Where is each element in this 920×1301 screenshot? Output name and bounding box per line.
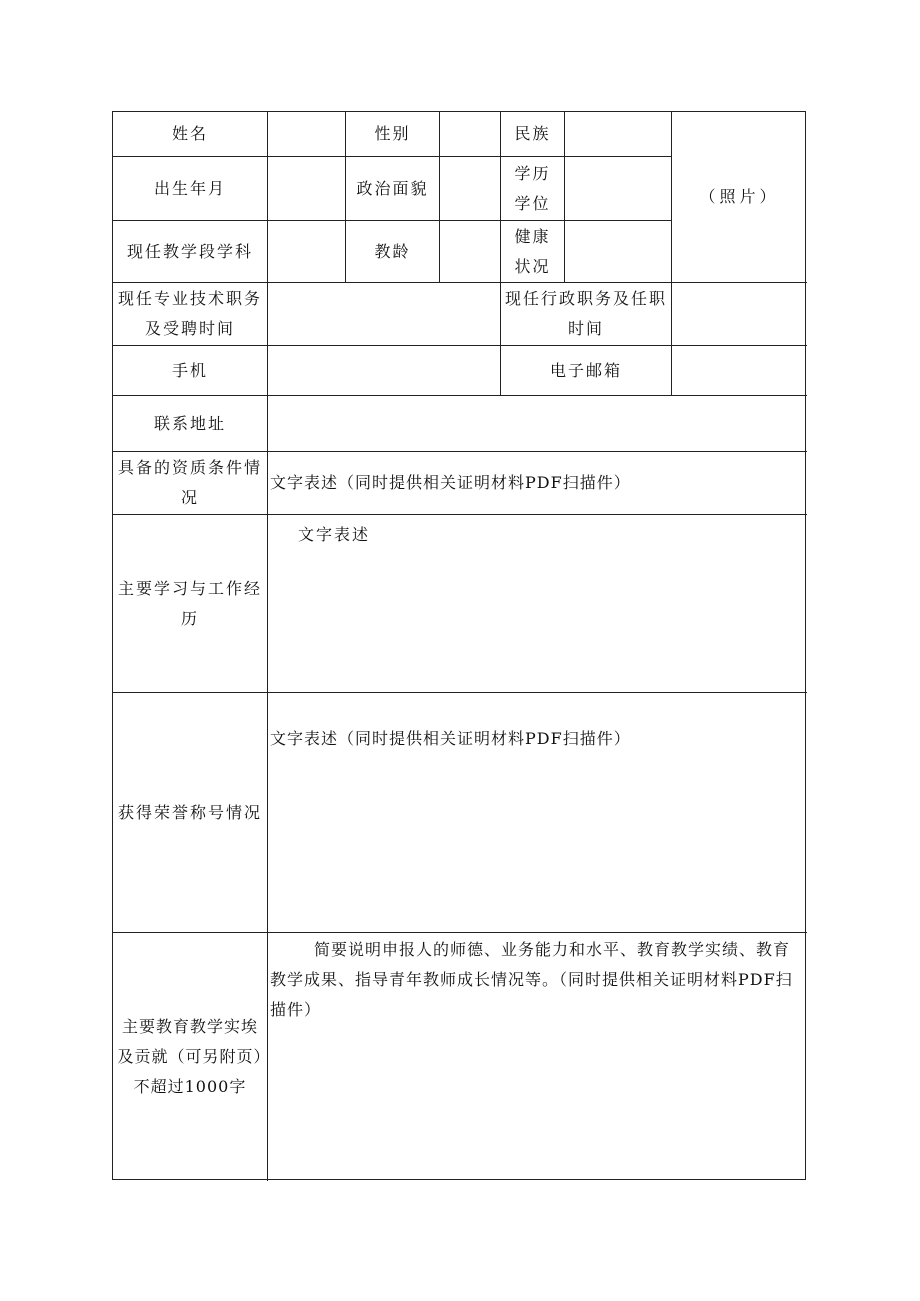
achievements-label: 主要教育教学实埃及贡就（可另附页）不超过1000字 xyxy=(113,932,267,1181)
experience-label: 主要学习与工作经历 xyxy=(113,514,267,692)
subject-field[interactable] xyxy=(267,220,345,282)
tech-title-label: 现任专业技术职务及受聘时间 xyxy=(113,282,267,345)
education-label: 学历学位 xyxy=(500,156,564,220)
experience-field[interactable]: 文字表述 xyxy=(267,514,807,692)
tech-title-field[interactable] xyxy=(267,282,500,345)
teaching-years-field[interactable] xyxy=(439,220,500,282)
qualification-field[interactable]: 文字表述（同时提供相关证明材料PDF扫描件） xyxy=(267,451,807,514)
health-field[interactable] xyxy=(564,220,671,282)
mobile-label: 手机 xyxy=(113,345,267,395)
name-field[interactable] xyxy=(267,112,345,156)
gender-field[interactable] xyxy=(439,112,500,156)
address-field[interactable] xyxy=(267,395,807,451)
name-label: 姓名 xyxy=(171,124,208,143)
admin-title-label: 现任行政职务及任职时间 xyxy=(500,282,671,345)
photo-area[interactable]: （照片） xyxy=(671,112,807,282)
education-field[interactable] xyxy=(564,156,671,220)
honors-label: 获得荣誉称号情况 xyxy=(113,692,267,932)
birth-field[interactable] xyxy=(267,156,345,220)
ethnicity-field[interactable] xyxy=(564,112,671,156)
gender-label: 性别 xyxy=(345,112,439,156)
email-label: 电子邮箱 xyxy=(500,345,671,395)
application-form xyxy=(112,111,806,1180)
politics-label: 政治面貌 xyxy=(345,156,439,220)
birth-label: 出生年月 xyxy=(113,156,267,220)
subject-label: 现任教学段学科 xyxy=(113,220,267,282)
politics-field[interactable] xyxy=(439,156,500,220)
qualification-label: 具备的资质条件情况 xyxy=(113,451,267,514)
teaching-years-label: 教龄 xyxy=(345,220,439,282)
mobile-field[interactable] xyxy=(267,345,500,395)
achievements-field[interactable]: 简要说明申报人的师德、业务能力和水平、教育教学实绩、教育教学成果、指导青年教师成长情况等。（同时提供相关证明材料PDF扫描件） xyxy=(267,932,807,1181)
health-label: 健康状况 xyxy=(500,220,564,282)
ethnicity-label: 民族 xyxy=(500,112,564,156)
email-field[interactable] xyxy=(671,345,807,395)
admin-title-field[interactable] xyxy=(671,282,807,345)
address-label: 联系地址 xyxy=(113,395,267,451)
honors-field[interactable]: 文字表述（同时提供相关证明材料PDF扫描件） xyxy=(267,692,807,932)
